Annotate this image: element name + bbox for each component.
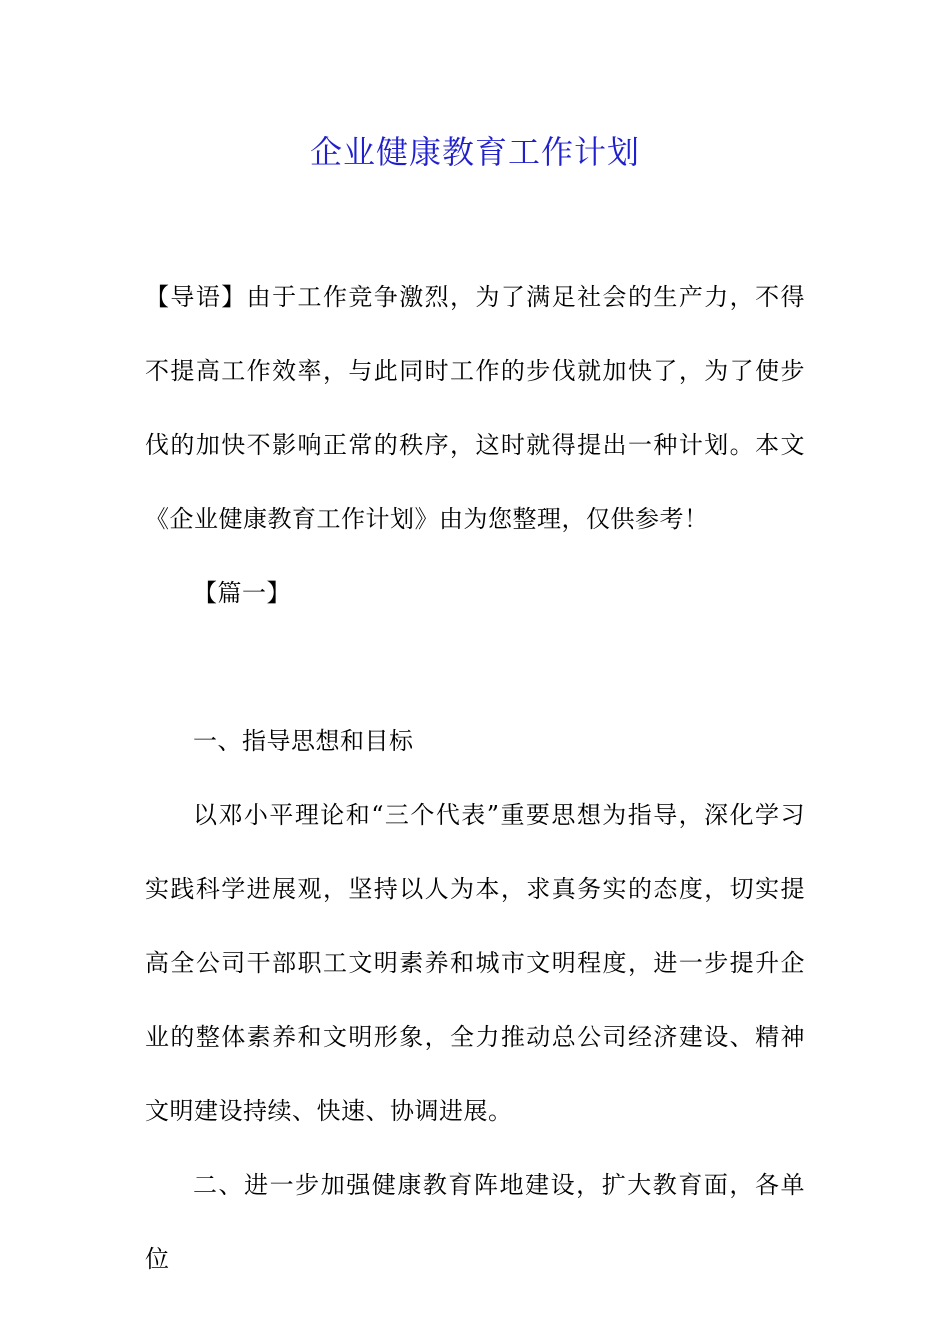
intro-paragraph: 【导语】由于工作竞争激烈，为了满足社会的生产力，不得不提高工作效率，与此同时工作的步伐就加快了，为了使步伐的加快不影响正常的秩序，这时就得提出一种计划。本文《企业健康教育工作计划》由为您整理，仅供参考！ (145, 283, 805, 533)
section-1-paragraph: 以邓小平理论和“三个代表”重要思想为指导，深化学习实践科学进展观，坚持以人为本，求真务实的态度，切实提高全公司干部职工文明素养和城市文明程度，进一步提升企业的整体素养和文明形象，全力推动总公司经济建设、精神文明建设持续、快速、协调进展。 (145, 801, 805, 1125)
section-2-paragraph: 二、进一步加强健康教育阵地建设，扩大教育面，各单位 (145, 1171, 805, 1273)
document-title: 企业健康教育工作计划 (309, 133, 640, 171)
part-label: 【篇一】 (193, 579, 291, 607)
section-1-heading: 一、指导思想和目标 (193, 727, 414, 755)
